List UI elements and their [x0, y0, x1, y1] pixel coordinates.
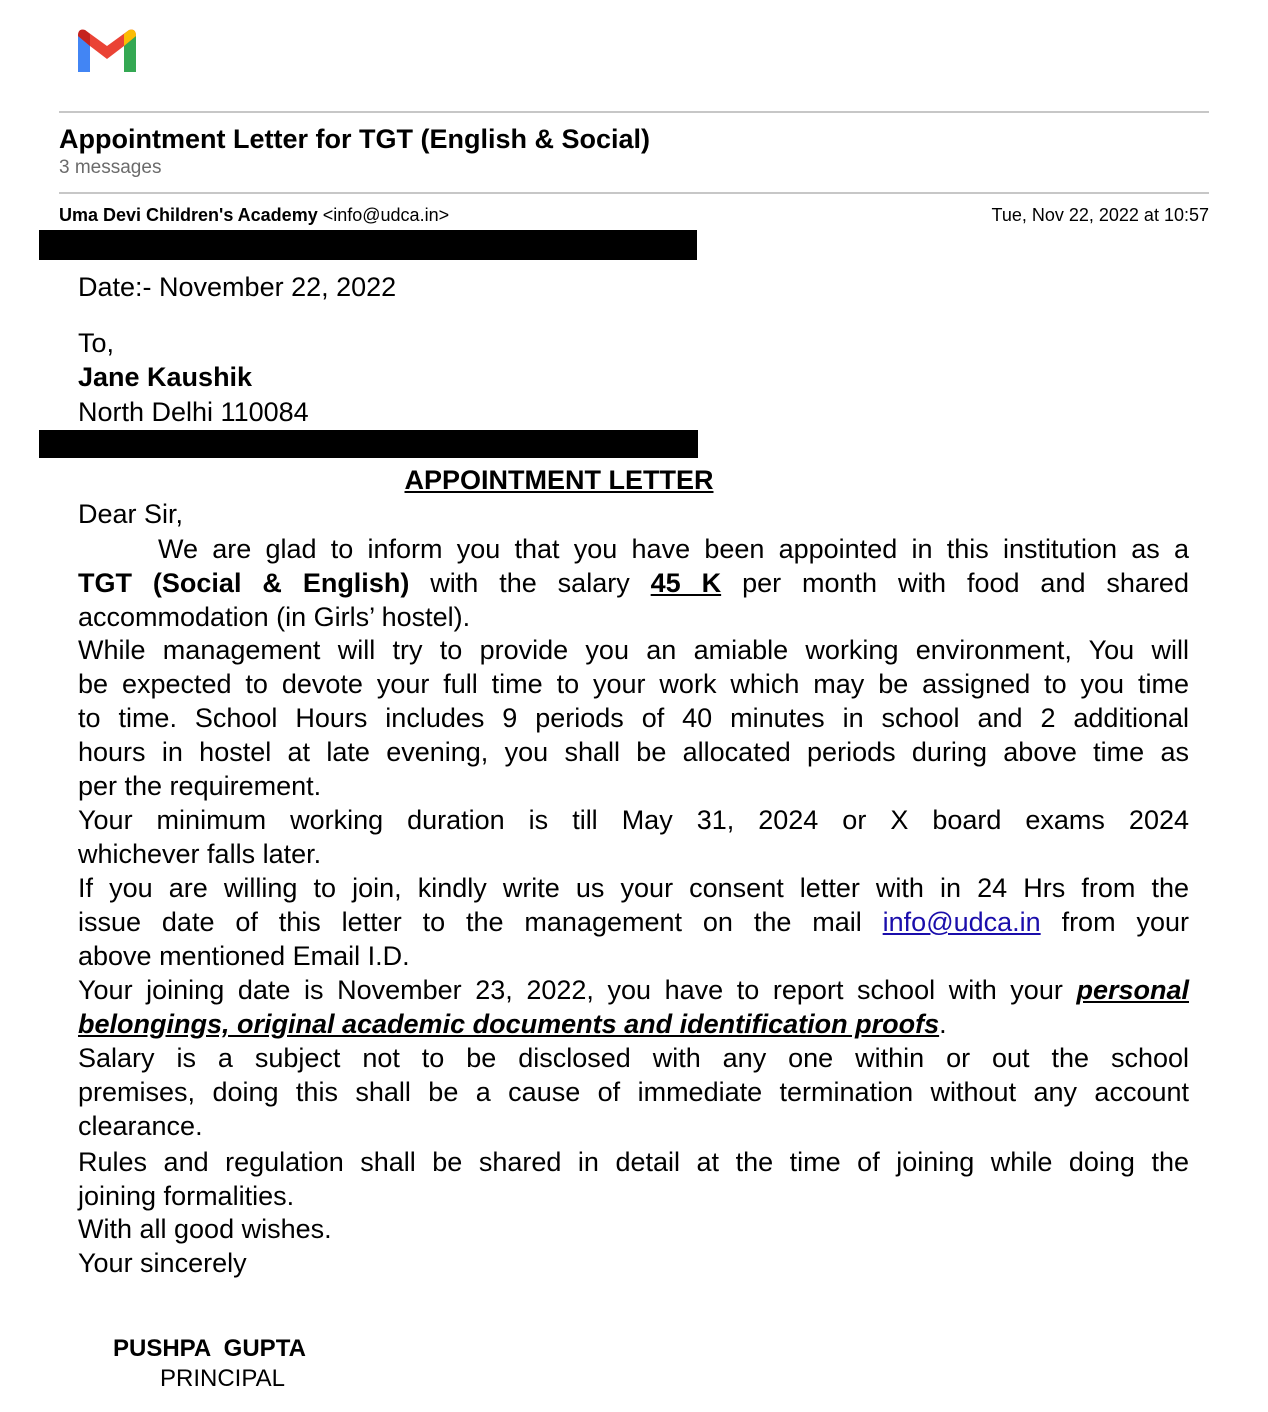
post-name: TGT (Social & English)	[78, 568, 410, 598]
paragraph-duration: Your minimum working duration is till May 31, 2024 or X board exams 2024 whichever falls later.	[78, 805, 1189, 869]
letter-date: Date:- November 22, 2022	[78, 272, 397, 302]
letter-title-row	[78, 463, 1189, 497]
paragraph-working-environment: While management will try to provide you an amiable working environment, You will be expected to devote your full time to your work which may be assigned to you time to time. School Hours includes 9 periods of 40 minutes in school and 2 additional hours in hostel at late evening, you shall be allocated periods during above time as per the requirement.	[78, 635, 1189, 801]
closing-sincerely: Your sincerely	[78, 1248, 247, 1278]
recipient-address: North Delhi 110084	[78, 397, 309, 427]
paragraph-rules: Rules and regulation shall be shared in detail at the time of joining while doing the joining formalities.	[78, 1147, 1189, 1211]
closing-wishes: With all good wishes.	[78, 1214, 332, 1244]
paragraph-appointment: We are glad to inform you that you have been appointed in this institution as a TGT (Social & English) with the salary 45 K per month with food and shared accommodation (in Girls’ hostel).	[78, 534, 1189, 632]
sender-name: Uma Devi Children's Academy	[59, 205, 318, 225]
gmail-icon	[74, 26, 140, 74]
letter-title: APPOINTMENT LETTER	[404, 465, 714, 495]
message-count: 3 messages	[59, 157, 162, 178]
signatory-title: PRINCIPAL	[160, 1365, 285, 1392]
redaction-bar	[39, 430, 698, 458]
header-divider	[59, 111, 1209, 113]
letter-to: To,	[78, 328, 115, 358]
message-timestamp: Tue, Nov 22, 2022 at 10:57	[991, 205, 1209, 225]
recipient-name: Jane Kaushik	[78, 362, 253, 392]
emphasis-text: belongings, original academic documents and identification proofs	[78, 1009, 940, 1039]
salary-value: 45 K	[650, 568, 722, 598]
salutation: Dear Sir,	[78, 499, 184, 529]
signatory-name: PUSHPA GUPTA	[113, 1335, 306, 1362]
message-divider	[59, 192, 1209, 194]
thread-subject: Appointment Letter for TGT (English & Social)	[59, 124, 650, 154]
paragraph-confidentiality: Salary is a subject not to be disclosed with any one within or out the school premises, doing this shall be a cause of immediate termination without any account clearance.	[78, 1043, 1189, 1141]
email-link[interactable]: info@udca.in	[882, 907, 1041, 937]
sender[interactable]	[59, 205, 449, 226]
redaction-bar	[39, 230, 697, 260]
emphasis-text: personal	[1076, 975, 1189, 1005]
paragraph-consent: If you are willing to join, kindly write us your consent letter with in 24 Hrs from the issue date of this letter to the management on the mail info@udca.in from your above mentioned Email I.D.	[78, 873, 1189, 971]
sender-email: <info@udca.in>	[322, 205, 450, 225]
paragraph-joining: Your joining date is November 23, 2022, you have to report school with your personal belongings, original academic documents and identification proofs.	[78, 975, 1189, 1039]
